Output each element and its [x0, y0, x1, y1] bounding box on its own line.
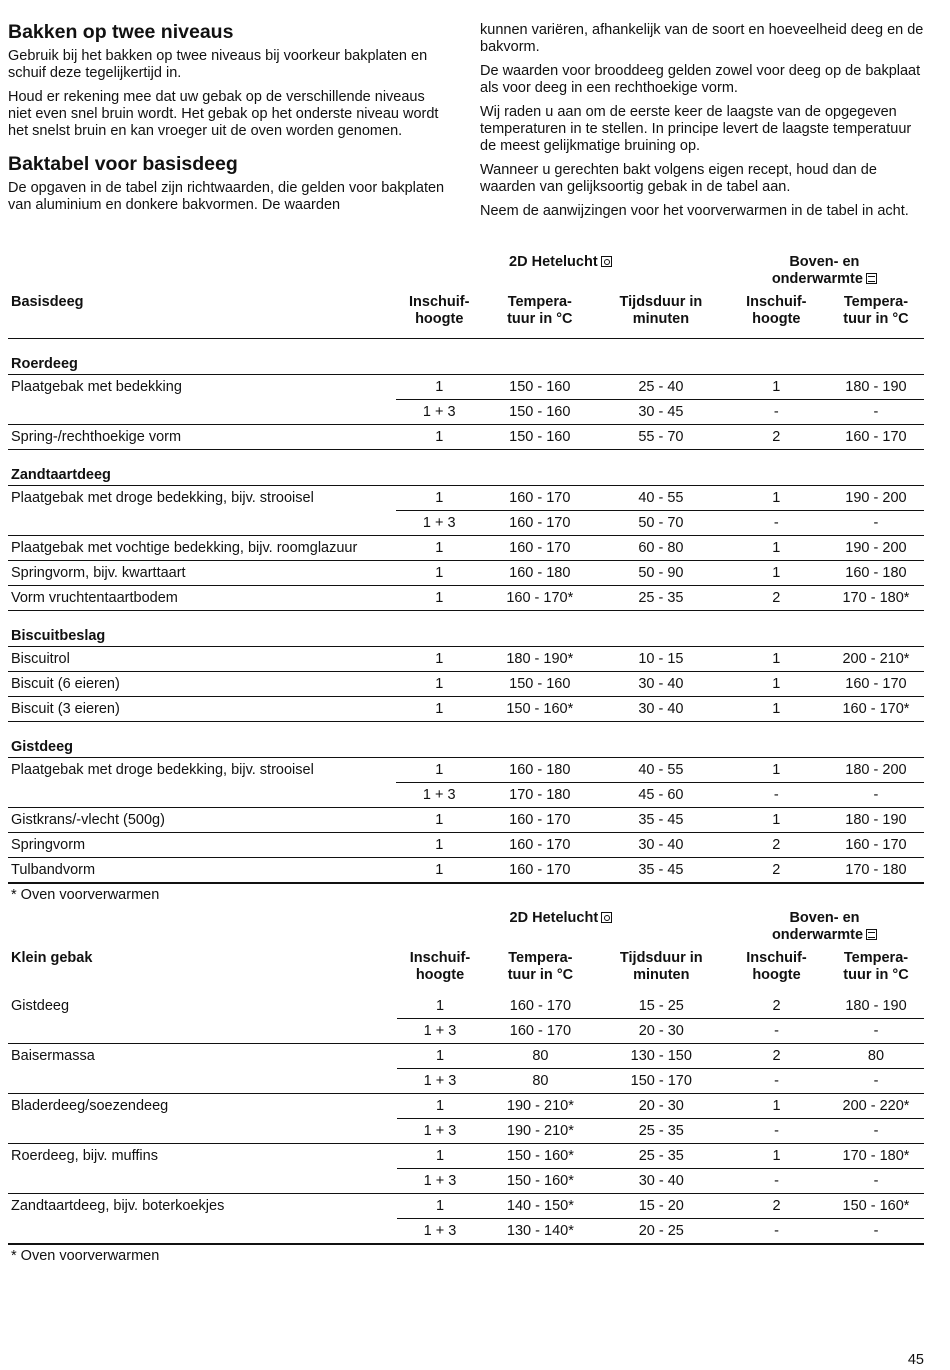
group-heading: Roerdeeg [8, 339, 924, 375]
mode-hetelucht-label: 2D Hetelucht [509, 254, 598, 270]
column-inschuifhoogte-line2: hoogte [415, 311, 464, 327]
cell-temperatuur: 160 - 170 [483, 858, 598, 884]
column-tijdsduur [598, 950, 725, 994]
table-row [8, 1219, 924, 1245]
row-label: Baisermassa [8, 1044, 397, 1069]
cell-temperatuur: 180 - 200 [828, 758, 924, 783]
cell-inschuifhoogte: 1 [396, 833, 483, 858]
group-heading: Zandtaartdeeg [8, 450, 924, 486]
group-row [8, 722, 924, 758]
cell-temperatuur: 170 - 180* [828, 586, 924, 611]
cell-temperatuur: - [828, 511, 924, 536]
row-label: Biscuit (6 eieren) [8, 672, 396, 697]
mode-hetelucht-label: 2D Hetelucht [509, 910, 599, 926]
cell-tijdsduur: 20 - 30 [598, 1019, 725, 1044]
row-label [8, 783, 396, 808]
cell-temperatuur: 150 - 160* [828, 1194, 924, 1219]
cell-tijdsduur: 30 - 45 [597, 400, 725, 425]
cell-inschuifhoogte: 1 [397, 1044, 483, 1069]
footnote-row [8, 884, 924, 906]
cell-inschuifhoogte: 1 [396, 486, 483, 511]
page-number: 45 [907, 1352, 924, 1368]
cell-inschuifhoogte: 1 + 3 [397, 1119, 483, 1144]
table-row [8, 758, 924, 783]
cell-temperatuur: - [828, 1219, 924, 1245]
cell-tijdsduur: 25 - 35 [598, 1144, 725, 1169]
column-tijdsduur [597, 294, 725, 339]
cell-inschuifhoogte: 1 [396, 697, 483, 722]
column-temperatuur-line2: tuur in °C [507, 311, 573, 327]
cell-temperatuur: 160 - 170 [483, 808, 598, 833]
paragraph: Wij raden u aan om de eerste keer de laagste van de opgegeven temperaturen in te stellen. In principe levert de laagste temperatuur de meest gelijkmatige bruining op. [480, 104, 912, 154]
cell-temperatuur: - [828, 783, 924, 808]
row-label [8, 1169, 397, 1194]
table-row [8, 486, 924, 511]
cell-inschuifhoogte: 1 [725, 1094, 828, 1119]
cell-temperatuur: 180 - 190 [828, 375, 924, 400]
cell-inschuifhoogte: 1 + 3 [397, 1019, 483, 1044]
footnote: * Oven voorverwarmen [11, 886, 160, 903]
column-temperatuur [483, 950, 597, 994]
column-inschuifhoogte [396, 294, 483, 339]
cell-inschuifhoogte: 1 [725, 672, 828, 697]
table-row [8, 833, 924, 858]
cell-temperatuur: 160 - 170 [828, 672, 924, 697]
cell-inschuifhoogte: - [725, 511, 828, 536]
cell-temperatuur: 200 - 210* [828, 647, 924, 672]
cell-temperatuur: - [828, 1169, 924, 1194]
cell-temperatuur: 160 - 170 [483, 486, 598, 511]
cell-tijdsduur: 25 - 35 [598, 1119, 725, 1144]
heading-baking-table: Baktabel voor basisdeeg [8, 153, 238, 175]
empty-cell [8, 907, 397, 950]
cell-inschuifhoogte: 1 + 3 [396, 400, 483, 425]
table-row [8, 1194, 924, 1219]
table-row [8, 808, 924, 833]
paragraph: Wanneer u gerechten bakt volgens eigen recept, houd dan de waarden van gelijksoortig gebak in de tabel aan. [480, 162, 877, 195]
row-label: Plaatgebak met droge bedekking, bijv. strooisel [8, 486, 396, 511]
table-row [8, 425, 924, 450]
cell-tijdsduur: 30 - 40 [597, 833, 725, 858]
paragraph: kunnen variëren, afhankelijk van de soort en hoeveelheid deeg en de bakvorm. [480, 22, 924, 55]
cell-temperatuur: 160 - 180 [483, 561, 598, 586]
row-label: Biscuitrol [8, 647, 396, 672]
cell-temperatuur: 160 - 170 [828, 833, 924, 858]
column-inschuifhoogte-line1: Inschuif- [746, 950, 807, 966]
mode-boven-onderwarmte [725, 251, 924, 294]
cell-tijdsduur: 35 - 45 [597, 808, 725, 833]
cell-temperatuur: 180 - 190 [828, 808, 924, 833]
column-inschuifhoogte-line2: hoogte [752, 311, 801, 327]
column-temperatuur [828, 950, 924, 994]
cell-temperatuur: 170 - 180 [483, 783, 598, 808]
row-label [8, 1069, 397, 1094]
mode-boven-onderwarmte [725, 907, 924, 950]
cell-inschuifhoogte: 2 [725, 1194, 828, 1219]
group-row [8, 611, 924, 647]
table-row [8, 400, 924, 425]
cell-tijdsduur: 50 - 90 [597, 561, 725, 586]
cell-temperatuur: - [828, 1069, 924, 1094]
cell-inschuifhoogte: 1 [396, 808, 483, 833]
footnote: * Oven voorverwarmen [11, 1247, 160, 1264]
top-bottom-heat-icon [866, 273, 877, 284]
mode-boven-line2-label: onderwarmte [771, 927, 864, 943]
cell-inschuifhoogte: 1 [435, 997, 445, 1014]
cell-inschuifhoogte: 1 [397, 1144, 483, 1169]
cell-temperatuur: 160 - 180 [828, 561, 924, 586]
cell-tijdsduur: 25 - 35 [597, 586, 725, 611]
table-row [8, 561, 924, 586]
table-row [8, 647, 924, 672]
cell-tijdsduur: 20 - 25 [598, 1219, 725, 1245]
mode-boven-line1: Boven- en [789, 254, 860, 270]
column-header-row [8, 294, 924, 339]
table-row [8, 858, 924, 884]
cell-temperatuur: 150 - 160* [483, 697, 598, 722]
table-row [8, 783, 924, 808]
cell-temperatuur: 170 - 180* [828, 1144, 924, 1169]
row-label: Zandtaartdeeg, bijv. boterkoekjes [8, 1194, 397, 1219]
group-heading: Biscuitbeslag [8, 611, 924, 647]
mode-boven-line1: Boven- en [789, 910, 860, 926]
fan-icon [601, 912, 612, 923]
cell-temperatuur: 160 - 180 [483, 758, 598, 783]
cell-tijdsduur: 50 - 70 [597, 511, 725, 536]
cell-temperatuur: 190 - 200 [828, 536, 924, 561]
column-inschuifhoogte-line1: Inschuif- [409, 950, 471, 966]
cell-tijdsduur: 130 - 150 [598, 1044, 725, 1069]
column-inschuifhoogte [397, 950, 483, 994]
cell-temperatuur: 150 - 160 [483, 400, 598, 425]
group-row [8, 450, 924, 486]
cell-temperatuur: 150 - 160 [483, 425, 598, 450]
cell-inschuifhoogte: 1 [396, 647, 483, 672]
mode-hetelucht [397, 907, 725, 950]
table-row [8, 586, 924, 611]
mode-boven-line2 [729, 927, 920, 944]
row-label [8, 511, 396, 536]
cell-temperatuur: 80 [828, 1044, 924, 1069]
cell-inschuifhoogte: 1 [725, 375, 828, 400]
left-column [8, 20, 450, 221]
cell-temperatuur: 150 - 160 [483, 375, 598, 400]
baking-table-klein-gebak [8, 907, 924, 1267]
cell-temperatuur: 160 - 170 [828, 425, 924, 450]
cell-inschuifhoogte: 1 [396, 672, 483, 697]
table-title: Basisdeeg [11, 294, 84, 310]
column-inschuifhoogte-line2: hoogte [415, 967, 465, 983]
fan-icon [601, 256, 612, 267]
cell-inschuifhoogte: 2 [772, 997, 781, 1014]
cell-temperatuur: 160 - 170 [483, 536, 598, 561]
row-label: Biscuit (3 eieren) [8, 697, 396, 722]
cell-inschuifhoogte: 1 + 3 [396, 783, 483, 808]
baking-table-basisdeeg [8, 251, 924, 906]
mode-boven-line2 [729, 271, 920, 288]
cell-temperatuur: - [828, 1119, 924, 1144]
column-temperatuur-line2: tuur in °C [843, 311, 909, 327]
column-tijdsduur-line1: Tijdsduur in [619, 294, 703, 310]
row-label: Spring-/rechthoekige vorm [8, 425, 396, 450]
row-label: Plaatgebak met droge bedekking, bijv. strooisel [8, 758, 396, 783]
table-row [8, 511, 924, 536]
paragraph: Neem de aanwijzingen voor het voorverwarmen in de tabel in acht. [480, 203, 909, 219]
column-inschuifhoogte-line1: Inschuif- [746, 294, 807, 310]
column-inschuifhoogte-line2: hoogte [752, 967, 801, 983]
footnote-row [8, 1245, 924, 1267]
cell-inschuifhoogte: 1 [397, 1194, 483, 1219]
table-row [8, 697, 924, 722]
cell-inschuifhoogte: 1 [396, 425, 483, 450]
group-heading: Gistdeeg [8, 722, 924, 758]
cell-temperatuur: 190 - 210* [483, 1119, 597, 1144]
cell-inschuifhoogte: - [725, 1069, 828, 1094]
column-tijdsduur-line1: Tijdsduur in [619, 950, 703, 966]
table-row [8, 994, 924, 1019]
column-inschuifhoogte-line1: Inschuif- [409, 294, 470, 310]
cell-temperatuur: 150 - 160* [483, 1144, 597, 1169]
row-label: Gistdeeg [11, 997, 70, 1014]
cell-temperatuur: - [828, 1019, 924, 1044]
row-label: Springvorm [8, 833, 396, 858]
cell-temperatuur: 130 - 140* [483, 1219, 597, 1245]
cell-inschuifhoogte: - [725, 1119, 828, 1144]
column-header-row [8, 950, 924, 994]
cell-tijdsduur: 150 - 170 [598, 1069, 725, 1094]
column-inschuifhoogte [725, 950, 828, 994]
cell-temperatuur: 80 [483, 1069, 597, 1094]
table-row [8, 536, 924, 561]
cell-temperatuur: 80 [483, 1044, 597, 1069]
cell-temperatuur: 200 - 220* [828, 1094, 924, 1119]
cell-tijdsduur: 40 - 55 [597, 486, 725, 511]
table-row [8, 375, 924, 400]
row-label [8, 400, 396, 425]
cell-tijdsduur: 55 - 70 [597, 425, 725, 450]
cell-tijdsduur: 45 - 60 [597, 783, 725, 808]
cell-inschuifhoogte: 1 [725, 758, 828, 783]
cell-inschuifhoogte: 1 [725, 1144, 828, 1169]
column-temperatuur-line2: tuur in °C [507, 967, 574, 983]
column-temperatuur-line1: Tempera- [843, 294, 909, 310]
column-tijdsduur-line2: minuten [633, 967, 690, 983]
column-tijdsduur-line2: minuten [632, 311, 690, 327]
cell-temperatuur: 190 - 210* [483, 1094, 597, 1119]
table-row [8, 1044, 924, 1069]
cell-inschuifhoogte: 1 [725, 536, 828, 561]
cell-tijdsduur: 15 - 20 [598, 1194, 725, 1219]
cell-temperatuur: 140 - 150* [483, 1194, 597, 1219]
row-label [8, 1019, 397, 1044]
group-row [8, 339, 924, 375]
cell-tijdsduur: 30 - 40 [598, 1169, 725, 1194]
table-row [8, 1144, 924, 1169]
cell-inschuifhoogte: 2 [725, 425, 828, 450]
cell-temperatuur: 160 - 170 [483, 511, 598, 536]
row-label: Bladerdeeg/soezendeeg [8, 1094, 397, 1119]
row-label: Gistkrans/-vlecht (500g) [8, 808, 396, 833]
paragraph: Houd er rekening mee dat uw gebak op de verschillende niveaus niet even snel bruin wordt. Het gebak op het onderste niveau wordt het snelst bruin en kan vroeger uit de oven worden genomen. [8, 89, 439, 139]
cell-inschuifhoogte: 1 + 3 [397, 1069, 483, 1094]
cell-tijdsduur: 20 - 30 [598, 1094, 725, 1119]
cell-temperatuur: 180 - 190* [483, 647, 598, 672]
cell-inschuifhoogte: - [725, 783, 828, 808]
top-bottom-heat-icon [866, 929, 877, 940]
cell-temperatuur: 190 - 200 [828, 486, 924, 511]
cell-tijdsduur: 10 - 15 [597, 647, 725, 672]
paragraph: Gebruik bij het bakken op twee niveaus bij voorkeur bakplaten en schuif deze tegelijkertijd in. [8, 48, 428, 81]
cell-temperatuur: 150 - 160 [483, 672, 598, 697]
cell-inschuifhoogte: 1 [396, 561, 483, 586]
cell-inschuifhoogte: - [725, 1219, 828, 1245]
cell-inschuifhoogte: 2 [725, 1044, 828, 1069]
cell-temperatuur: 150 - 160* [483, 1169, 597, 1194]
column-temperatuur [483, 294, 598, 339]
paragraph: De waarden voor brooddeeg gelden zowel voor deeg op de bakplaat als voor deeg in een rechthoekige vorm. [480, 63, 921, 96]
column-temperatuur-line1: Tempera- [507, 294, 572, 310]
row-label: Springvorm, bijv. kwarttaart [8, 561, 396, 586]
cell-inschuifhoogte: 2 [725, 858, 828, 884]
cell-temperatuur: 170 - 180 [828, 858, 924, 884]
table-row [8, 1169, 924, 1194]
cell-inschuifhoogte: 1 [396, 375, 483, 400]
cell-inschuifhoogte: - [725, 400, 828, 425]
paragraph: De opgaven in de tabel zijn richtwaarden, die gelden voor bakplaten van aluminium en donkere bakvormen. De waarden [8, 180, 445, 213]
cell-inschuifhoogte: 2 [725, 833, 828, 858]
column-temperatuur-line2: tuur in °C [843, 967, 909, 983]
table-row [8, 672, 924, 697]
cell-tijdsduur: 30 - 40 [597, 697, 725, 722]
mode-boven-line2-label: onderwarmte [771, 271, 863, 287]
column-inschuifhoogte [725, 294, 828, 339]
row-label: Tulbandvorm [8, 858, 396, 884]
column-temperatuur [828, 294, 924, 339]
row-label: Vorm vruchtentaartbodem [8, 586, 396, 611]
cell-inschuifhoogte: 1 [725, 697, 828, 722]
cell-inschuifhoogte: 1 [725, 561, 828, 586]
cell-inschuifhoogte: - [725, 1019, 828, 1044]
row-label [8, 1119, 397, 1144]
cell-inschuifhoogte: 1 + 3 [397, 1219, 483, 1245]
cell-temperatuur: 160 - 170* [828, 697, 924, 722]
cell-inschuifhoogte: 1 [396, 858, 483, 884]
right-column [480, 22, 924, 227]
row-label [8, 1219, 397, 1245]
cell-temperatuur: 160 - 170 [509, 997, 572, 1014]
cell-tijdsduur: 25 - 40 [597, 375, 725, 400]
mode-header-row [8, 907, 924, 950]
mode-hetelucht [396, 251, 725, 294]
cell-tijdsduur: 40 - 55 [597, 758, 725, 783]
heading-two-levels: Bakken op twee niveaus [8, 21, 234, 43]
empty-cell [8, 251, 396, 294]
cell-tijdsduur: 35 - 45 [597, 858, 725, 884]
row-label: Plaatgebak met vochtige bedekking, bijv. roomglazuur [8, 536, 396, 561]
cell-tijdsduur: 15 - 25 [638, 997, 684, 1014]
cell-inschuifhoogte: 1 [396, 758, 483, 783]
table-row [8, 1119, 924, 1144]
row-label: Roerdeeg, bijv. muffins [8, 1144, 397, 1169]
cell-inschuifhoogte: 1 [725, 647, 828, 672]
table-row [8, 1019, 924, 1044]
cell-inschuifhoogte: 1 [397, 1094, 483, 1119]
column-temperatuur-line1: Tempera- [843, 950, 909, 966]
cell-temperatuur: 180 - 190 [845, 997, 907, 1014]
cell-inschuifhoogte: 2 [725, 586, 828, 611]
mode-header-row [8, 251, 924, 294]
cell-inschuifhoogte: 1 [725, 808, 828, 833]
cell-temperatuur: 160 - 170 [483, 1019, 597, 1044]
cell-inschuifhoogte: 1 [725, 486, 828, 511]
cell-inschuifhoogte: - [725, 1169, 828, 1194]
cell-temperatuur: 160 - 170* [483, 586, 598, 611]
row-label: Plaatgebak met bedekking [8, 375, 396, 400]
cell-inschuifhoogte: 1 + 3 [396, 511, 483, 536]
cell-inschuifhoogte: 1 [396, 586, 483, 611]
table-row [8, 1094, 924, 1119]
table-title: Klein gebak [11, 950, 93, 966]
cell-tijdsduur: 60 - 80 [597, 536, 725, 561]
cell-inschuifhoogte: 1 + 3 [397, 1169, 483, 1194]
cell-inschuifhoogte: 1 [396, 536, 483, 561]
cell-temperatuur: - [828, 400, 924, 425]
column-temperatuur-line1: Tempera- [508, 950, 573, 966]
cell-temperatuur: 160 - 170 [483, 833, 598, 858]
table-row [8, 1069, 924, 1094]
cell-tijdsduur: 30 - 40 [597, 672, 725, 697]
